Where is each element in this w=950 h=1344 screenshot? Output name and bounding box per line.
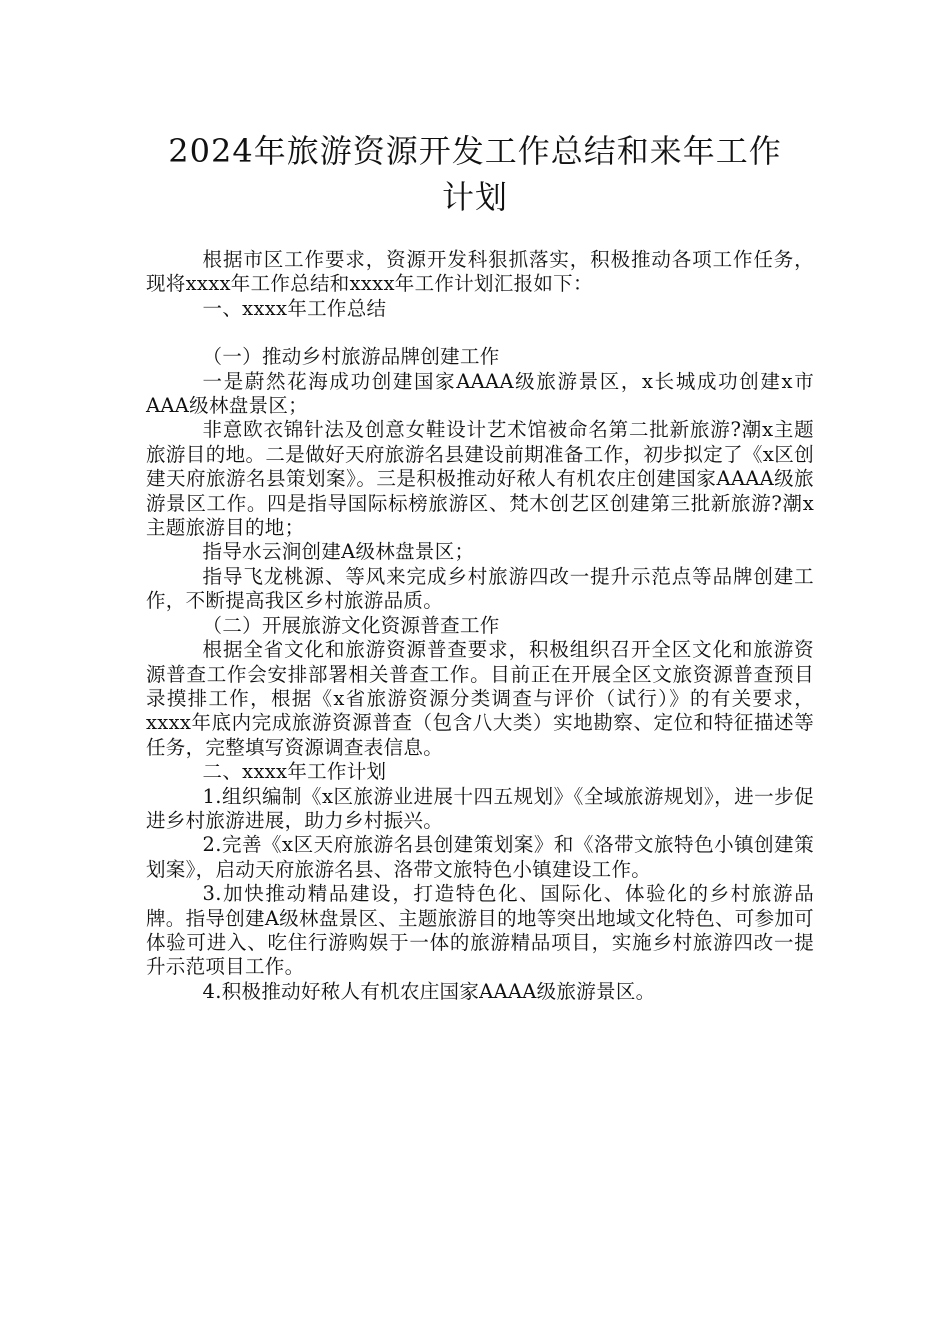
intro-paragraph: 根据市区工作要求，资源开发科狠抓落实，积极推动各项工作任务，现将xxxx年工作总结和xxxx年工作计划汇报如下： [146,248,814,296]
plan-item-3: 3.加快推动精品建设，打造特色化、国际化、体验化的乡村旅游品牌。指导创建A级林盘景区、主题旅游目的地等突出地域文化特色、可参加可体验可进入、吃住行游购娱于一体的旅游精品项目，实施乡村旅游四改一提升示范项目工作。 [146,882,814,979]
plan-item-2: 2.完善《x区天府旅游名县创建策划案》和《洛带文旅特色小镇创建策划案》，启动天府旅游名县、洛带文旅特色小镇建设工作。 [146,833,814,881]
section-heading-1: 一、xxxx年工作总结 [202,296,387,320]
plan-item-4: 4.积极推动好秾人有机农庄国家AAAA级旅游景区。 [202,979,656,1003]
document-title [140,128,810,220]
plan-item-1: 1.组织编制《x区旅游业进展十四五规划》《全域旅游规划》，进一步促进乡村旅游进展，助力乡村振兴。 [146,784,814,832]
title-line-2: 计划 [441,178,508,216]
document-body [146,248,814,1004]
subsection-heading-2: （二）开展旅游文化资源普查工作 [202,613,500,637]
body-paragraph: 一是蔚然花海成功创建国家AAAA级旅游景区，x长城成功创建x市AAA级林盘景区； [146,369,814,418]
subsection-heading-1: （一）推动乡村旅游品牌创建工作 [202,345,500,369]
body-paragraph: 非意欧衣锦针法及创意女鞋设计艺术馆被命名第二批新旅游?潮x主题旅游目的地。二是做好天府旅游名县建设前期准备工作，初步拟定了《x区创建天府旅游名县策划案》。三是积极推动好秾人有机农庄创建国家AAAA级旅游景区工作。四是指导国际标榜旅游区、梵木创艺区创建第三批新旅游?潮x主题旅游目的地； [146,418,814,540]
body-paragraph: 指导水云涧创建A级林盘景区； [202,540,475,564]
body-paragraph: 根据全省文化和旅游资源普查要求，积极组织召开全区文化和旅游资源普查工作会安排部署相关普查工作。目前正在开展全区文旅资源普查预目录摸排工作，根据《x省旅游资源分类调查与评价（试行）》的有关要求，xxxx年底内完成旅游资源普查（包含八大类）实地勘察、定位和特征描述等任务，完整填写资源调查表信息。 [146,638,814,759]
blank-line [146,321,814,345]
section-heading-2: 二、xxxx年工作计划 [202,760,387,784]
title-line-1: 2024年旅游资源开发工作总结和来年工作 [168,132,782,170]
body-paragraph: 指导飞龙桃源、等风来完成乡村旅游四改一提升示范点等品牌创建工作，不断提高我区乡村旅游品质。 [146,564,814,613]
